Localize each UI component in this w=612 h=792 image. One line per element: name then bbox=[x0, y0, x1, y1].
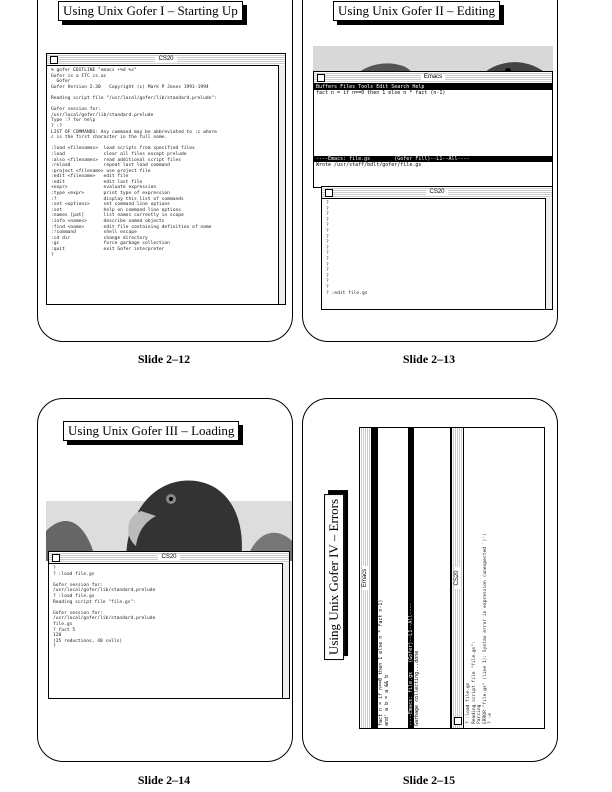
terminal-line: Reading script file "file.gs": bbox=[53, 599, 136, 605]
terminal-line: ERROR "file.gs" (line 1): Syntax error in expression (unexpected `)') bbox=[482, 533, 488, 724]
slide-title: Using Unix Gofer I – Starting Up bbox=[58, 1, 243, 21]
slide-2-15-card bbox=[302, 398, 558, 762]
emacs-minibuffer[interactable]: Wrote /usr/staff/bdlt/gofer/file.gs bbox=[316, 162, 422, 168]
parrot-illustration bbox=[46, 471, 292, 561]
slide-title: Using Unix Gofer II – Editing bbox=[333, 1, 500, 21]
window-title: CS20 bbox=[155, 56, 176, 62]
scrollbar[interactable] bbox=[278, 65, 285, 304]
terminal-line: ? fact 5 bbox=[53, 627, 76, 633]
terminal-line: :type <expr> print type of expression bbox=[51, 191, 170, 197]
terminal-line: ? bbox=[53, 566, 56, 571]
terminal-line: :load <filenames> load scripts from specified files bbox=[51, 146, 195, 152]
emacs-code-line[interactable]: fact n = if n==0 then 1 else n * fact n-1) bbox=[378, 599, 384, 726]
terminal-line: Reading script file "/usr/local/gofer/lib/standard.prelude": bbox=[51, 95, 217, 101]
emacs-code-line[interactable]: and' a b = a && b bbox=[384, 674, 390, 726]
terminal-line: :? display this list of commands bbox=[51, 196, 184, 202]
window-titlebar[interactable] bbox=[314, 72, 552, 84]
window-title: CS20 bbox=[426, 189, 447, 195]
emacs-modeline: ----Emacs: file.gs (Gofer)--L1--All---- bbox=[408, 428, 414, 728]
slide-caption: Slide 2–14 bbox=[137, 773, 191, 787]
window-titlebar[interactable] bbox=[452, 428, 464, 728]
close-icon[interactable] bbox=[454, 717, 462, 725]
scrollbar[interactable] bbox=[545, 198, 552, 309]
terminal-window bbox=[46, 53, 286, 305]
terminal-line: file.gs bbox=[53, 621, 73, 627]
terminal-line: (25 reductions, 40 cells) bbox=[53, 638, 123, 644]
terminal-line: ? :e bbox=[488, 712, 494, 724]
terminal-line: ? :load file.gs bbox=[53, 593, 95, 599]
terminal-line: :also <filenames> read additional script files bbox=[51, 157, 181, 163]
terminal-line: :gc force garbage collection bbox=[51, 241, 170, 247]
window-titlebar[interactable] bbox=[49, 552, 289, 564]
terminal-line: Gofer is a FTC cs.ac bbox=[51, 73, 107, 79]
terminal-line: c is the first character in the full name. bbox=[51, 135, 168, 141]
terminal-line: /usr/local/gofer/lib/standard.prelude bbox=[53, 588, 156, 594]
terminal-line: ? bbox=[53, 644, 56, 650]
terminal-text[interactable]: ? ? ? ? ? ? ? ? ? ? ? ? ? ? ? ? ? :edit file.gs bbox=[326, 201, 368, 296]
emacs-minibuffer[interactable]: Garbage collecting...done bbox=[414, 650, 420, 726]
terminal-line: :edit edit last file bbox=[51, 179, 143, 185]
terminal-line: :find <name> edit file containing definition of name bbox=[51, 224, 212, 230]
terminal-line: :names [pat] list names currently in scope bbox=[51, 213, 184, 219]
slide-title: Using Unix Gofer IV – Errors bbox=[324, 494, 344, 660]
terminal-window bbox=[321, 186, 553, 310]
close-icon[interactable] bbox=[50, 56, 58, 64]
terminal-line: Gofer session for: bbox=[53, 582, 103, 588]
terminal-line: :reload repeat last load command bbox=[51, 163, 170, 169]
terminal-line: :load clear all files except prelude bbox=[51, 151, 187, 157]
window-title: Emacs bbox=[362, 566, 368, 590]
slide-caption: Slide 2–13 bbox=[402, 352, 456, 366]
terminal-line: :info <names> describe named objects bbox=[51, 219, 165, 225]
slide-caption: Slide 2–15 bbox=[402, 773, 456, 787]
terminal-last-line: ? :edit file.gs bbox=[326, 290, 368, 296]
terminal-window bbox=[48, 551, 290, 699]
terminal-line: Gofer session for: bbox=[51, 107, 101, 113]
terminal-line: /usr/local/gofer/lib/standard.prelude bbox=[53, 616, 156, 622]
window-title: CS20 bbox=[454, 568, 460, 589]
terminal-line: ? :load file.gs bbox=[53, 571, 95, 577]
emacs-rotated-content bbox=[360, 428, 450, 728]
close-icon[interactable] bbox=[317, 74, 325, 82]
emacs-modeline: ----Emacs: file.gs (Gofer Fill)--L1--All---- bbox=[314, 156, 552, 162]
terminal-text[interactable] bbox=[49, 564, 289, 652]
terminal-line: Reading script file "file.gs": bbox=[471, 641, 477, 724]
terminal-line: <expr> evaluate expression bbox=[51, 185, 157, 191]
terminal-line: :project <filename> use project file bbox=[51, 168, 151, 174]
terminal-line: Gofer bbox=[51, 79, 71, 85]
emacs-code-line[interactable]: fact n = if n==0 then 1 else n * fact (n-1) bbox=[316, 90, 446, 96]
terminal-line: Gofer session for: bbox=[53, 610, 103, 616]
slide-2-13-card bbox=[302, 0, 558, 342]
slide-2-12-card bbox=[37, 0, 293, 342]
terminal-line: /usr/local/gofer/lib/standard.prelude bbox=[51, 112, 154, 118]
terminal-line: Gofer Version 2.30 Copyright (c) Mark P Jones 1991-1994 bbox=[51, 84, 209, 90]
terminal-line: % gofer EDITLINE "emacs +%d %s" bbox=[51, 68, 137, 73]
terminal-text[interactable] bbox=[464, 428, 496, 728]
window-titlebar[interactable] bbox=[322, 187, 552, 199]
terminal-line: LIST OF COMMANDS: Any command may be abbreviated to :c where bbox=[51, 129, 217, 135]
emacs-menubar[interactable]: Buffers Files Tools Edit Search Help bbox=[314, 84, 552, 90]
terminal-rotated-content bbox=[452, 428, 544, 728]
slide-title: Using Unix Gofer III – Loading bbox=[63, 421, 239, 441]
terminal-line: :set help on command line options bbox=[51, 207, 181, 213]
terminal-line: ? bbox=[51, 252, 54, 258]
close-icon[interactable] bbox=[52, 554, 60, 562]
emacs-window bbox=[359, 427, 451, 729]
emacs-window bbox=[313, 71, 553, 188]
terminal-line: :quit exit Gofer interpreter bbox=[51, 247, 165, 252]
window-titlebar[interactable] bbox=[47, 54, 285, 66]
terminal-line: ? :load file.gs bbox=[466, 682, 471, 724]
terminal-line: :set <options> set command line options bbox=[51, 202, 170, 208]
terminal-line: :cd dir change directory bbox=[51, 235, 148, 241]
terminal-text[interactable] bbox=[47, 66, 285, 260]
slide-caption: Slide 2–12 bbox=[137, 352, 191, 366]
terminal-line: Parsing bbox=[477, 704, 483, 724]
window-titlebar[interactable] bbox=[360, 428, 372, 728]
terminal-line: :edit <filename> edit file bbox=[51, 174, 129, 180]
terminal-line: Type :? for help bbox=[51, 118, 96, 124]
terminal-line: ? :? bbox=[51, 123, 63, 129]
scrollbar[interactable] bbox=[282, 563, 289, 698]
window-title: Emacs bbox=[421, 74, 445, 80]
close-icon[interactable] bbox=[325, 189, 333, 197]
terminal-window bbox=[451, 427, 545, 729]
slide-2-14-card bbox=[37, 398, 293, 762]
terminal-line: :!command shell escape bbox=[51, 230, 137, 236]
window-title: CS20 bbox=[158, 554, 179, 560]
terminal-line: 120 bbox=[53, 633, 62, 639]
